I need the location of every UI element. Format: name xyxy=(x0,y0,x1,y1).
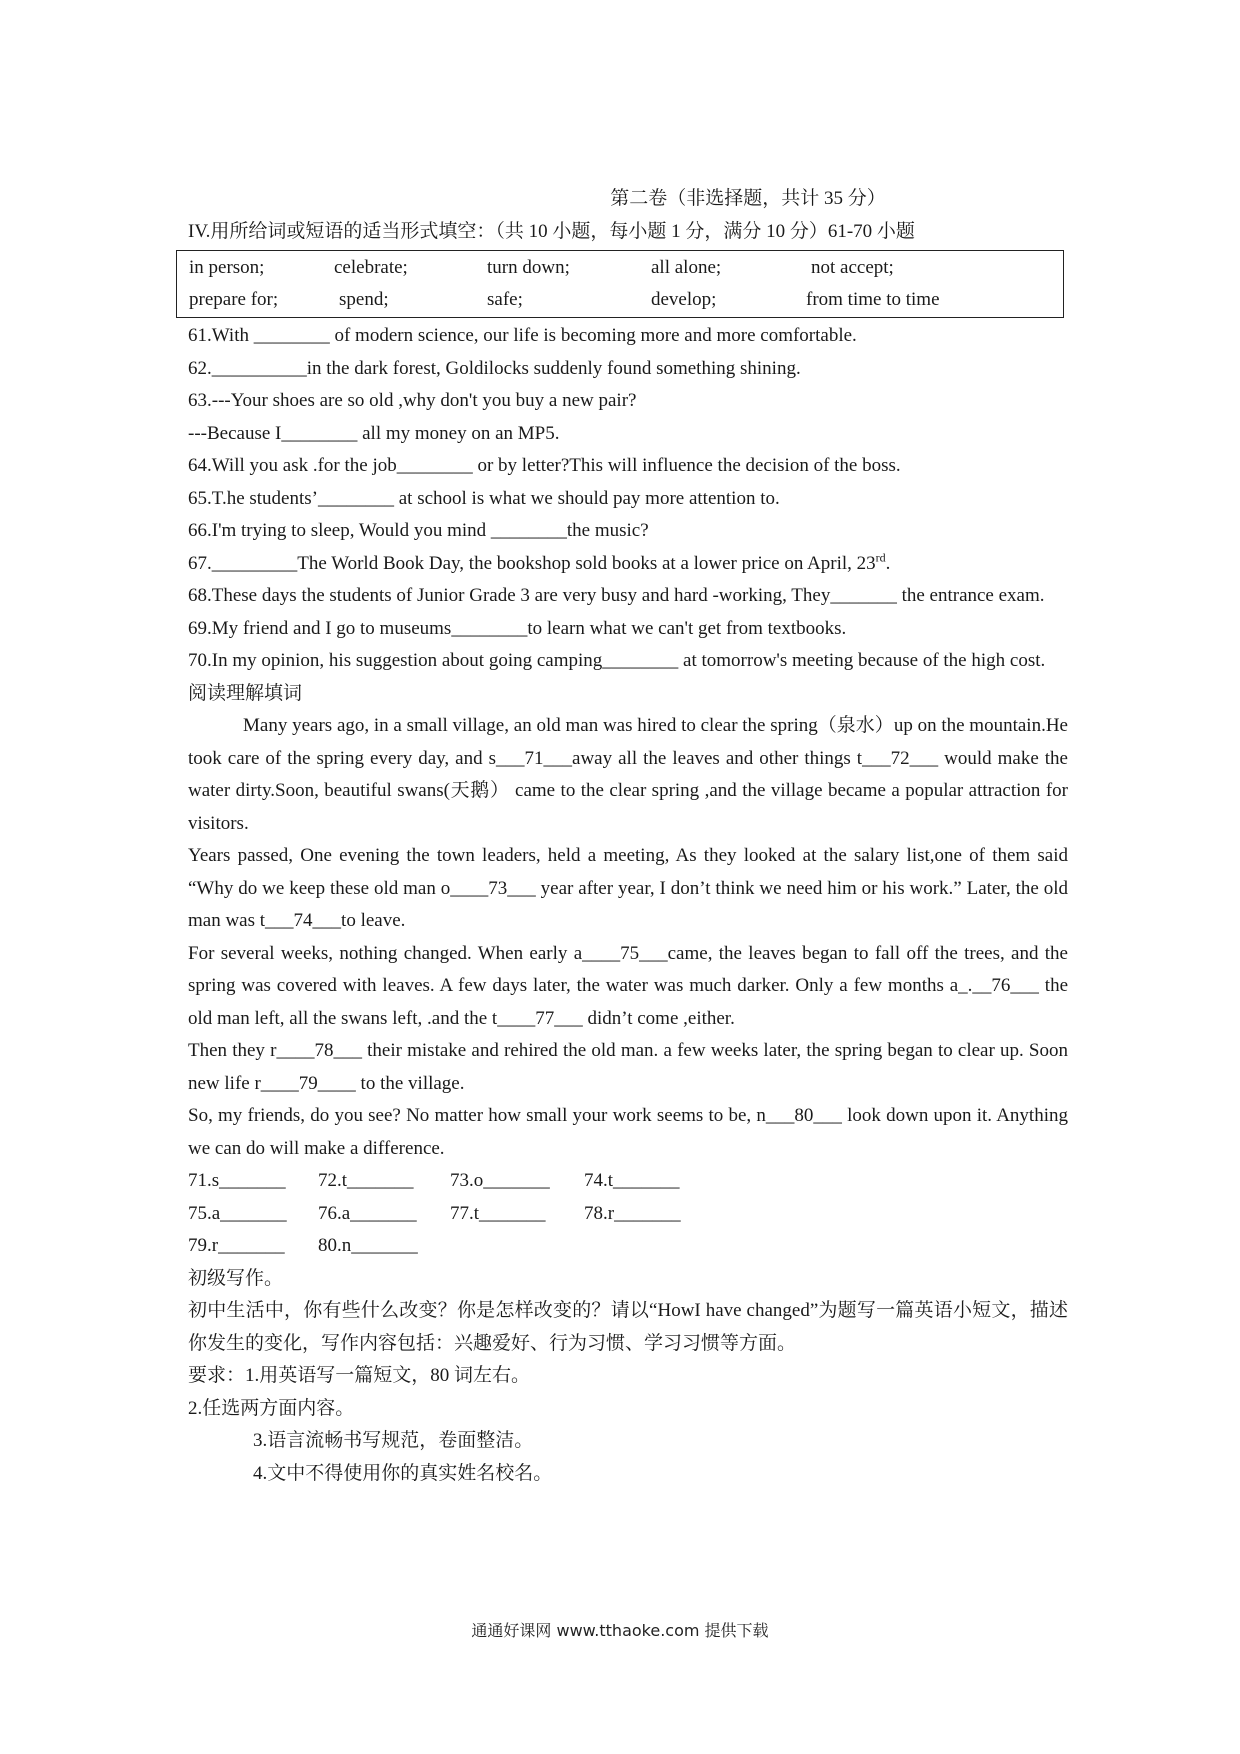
answer-blank: 79.r_______ xyxy=(188,1235,285,1256)
question-67-text: 67._________The World Book Day, the bookshop sold books at a lower price on April, 23 xyxy=(188,552,876,574)
writing-requirement: 4.文中不得使用你的真实姓名校名。 xyxy=(253,1462,553,1484)
answer-blank: 78.r_______ xyxy=(584,1202,681,1224)
answer-blank: 77.t_______ xyxy=(450,1202,546,1224)
question-67-superscript: rd xyxy=(875,550,886,565)
answer-row xyxy=(188,1230,1068,1263)
word-option: safe; xyxy=(487,289,523,310)
word-box-row xyxy=(189,284,1063,316)
question-63-reply: ---Because I________ all my money on an MP5. xyxy=(188,422,560,444)
word-option: prepare for; xyxy=(189,289,279,310)
passage-paragraph: Many years ago, in a small village, an old man was hired to clear the spring（泉水）up on the mountain.He took care of the spring every day, and s___71___away all the leaves and other things t___72___ would make the water dirty.Soon, beautiful swans(天鹅） came to the clear spring ,and the village became a popular attraction for visitors. xyxy=(188,715,1068,834)
question-62: 62.__________in the dark forest, Goldilocks suddenly found something shining. xyxy=(188,357,801,379)
question-67 xyxy=(188,548,1068,581)
question-63: 63.---Your shoes are so old ,why don't you buy a new pair? xyxy=(188,390,637,411)
answer-grid xyxy=(188,1165,1068,1263)
word-option: develop; xyxy=(651,289,717,310)
passage-paragraph: For several weeks, nothing changed. When early a____75___came, the leaves began to fall off the trees, and the spring was covered with leaves. A few days later, the water was much darker. Only a few months a_.__76___ the old man left, all the swans left, .and the t____77___ didn’t come ,either. xyxy=(188,942,1068,1029)
answer-blank: 75.a_______ xyxy=(188,1202,287,1224)
question-68: 68.These days the students of Junior Grade 3 are very busy and hard -working, They_______ the entrance exam. xyxy=(188,585,1045,606)
word-option: in person; xyxy=(189,257,265,278)
question-65: 65.T.he students’________ at school is what we should pay more attention to. xyxy=(188,487,780,509)
answer-blank: 74.t_______ xyxy=(584,1170,680,1191)
answer-blank: 80.n_______ xyxy=(318,1235,418,1256)
answer-blank: 73.o_______ xyxy=(450,1170,550,1191)
question-69: 69.My friend and I go to museums________to learn what we can't get from textbooks. xyxy=(188,617,847,639)
writing-requirement: 2.任选两方面内容。 xyxy=(188,1397,355,1419)
passage-paragraph: Years passed, One evening the town leaders, held a meeting, As they looked at the salary list,one of them said “Why do we keep these old man o____73___ year after year, I don’t think we need him or his work.” Later, the old man was t___74___to leave. xyxy=(188,845,1068,931)
word-box-row xyxy=(189,252,1063,284)
reading-title: 阅读理解填词 xyxy=(188,682,303,704)
writing-requirement: 3.语言流畅书写规范，卷面整洁。 xyxy=(253,1430,534,1451)
answer-blank: 72.t_______ xyxy=(318,1170,414,1191)
word-option: from time to time xyxy=(806,289,940,310)
question-67-end: . xyxy=(885,552,891,574)
passage-paragraph: Then they r____78___ their mistake and rehired the old man. a few weeks later, the spring began to clear up. Soon new life r____79____ to the village. xyxy=(188,1040,1068,1094)
word-option: all alone; xyxy=(651,257,722,278)
word-option: spend; xyxy=(339,289,389,310)
answer-blank: 76.a_______ xyxy=(318,1202,417,1224)
question-66: 66.I'm trying to sleep, Would you mind ________the music? xyxy=(188,520,649,541)
answer-blank: 71.s_______ xyxy=(188,1170,286,1191)
exam-page xyxy=(188,183,1068,1490)
word-option: not accept; xyxy=(811,257,894,278)
writing-prompt: 初中生活中，你有些什么改变？你是怎样改变的？请以“HowI have changed”为题写一篇英语小短文，描述你发生的变化，写作内容包括：兴趣爱好、行为习惯、学习习惯等方面。 xyxy=(188,1300,1068,1354)
passage-paragraph: So, my friends, do you see? No matter how small your work seems to be, n___80___ look down upon it. Anything we can do will make a difference. xyxy=(188,1105,1068,1159)
writing-title: 初级写作。 xyxy=(188,1267,284,1289)
writing-requirement: 要求：1.用英语写一篇短文，80 词左右。 xyxy=(188,1365,531,1386)
word-option: celebrate; xyxy=(334,257,408,278)
reading-passage xyxy=(188,710,1068,1165)
question-61: 61.With ________ of modern science, our life is becoming more and more comfortable. xyxy=(188,325,857,346)
word-box xyxy=(176,250,1064,318)
word-option: turn down; xyxy=(487,257,570,278)
answer-row xyxy=(188,1198,1068,1231)
section-title: 第二卷（非选择题，共计 35 分） xyxy=(610,188,886,209)
question-64: 64.Will you ask .for the job________ or by letter?This will influence the decision of the boss. xyxy=(188,455,901,476)
question-70: 70.In my opinion, his suggestion about going camping________ at tomorrow's meeting because of the high cost. xyxy=(188,650,1046,671)
part4-instruction: IV.用所给词或短语的适当形式填空：（共 10 小题，每小题 1 分，满分 10 分）61-70 小题 xyxy=(188,220,915,242)
answer-row xyxy=(188,1165,1068,1198)
page-footer: 通通好课网 www.tthaoke.com 提供下载 xyxy=(471,1621,769,1640)
